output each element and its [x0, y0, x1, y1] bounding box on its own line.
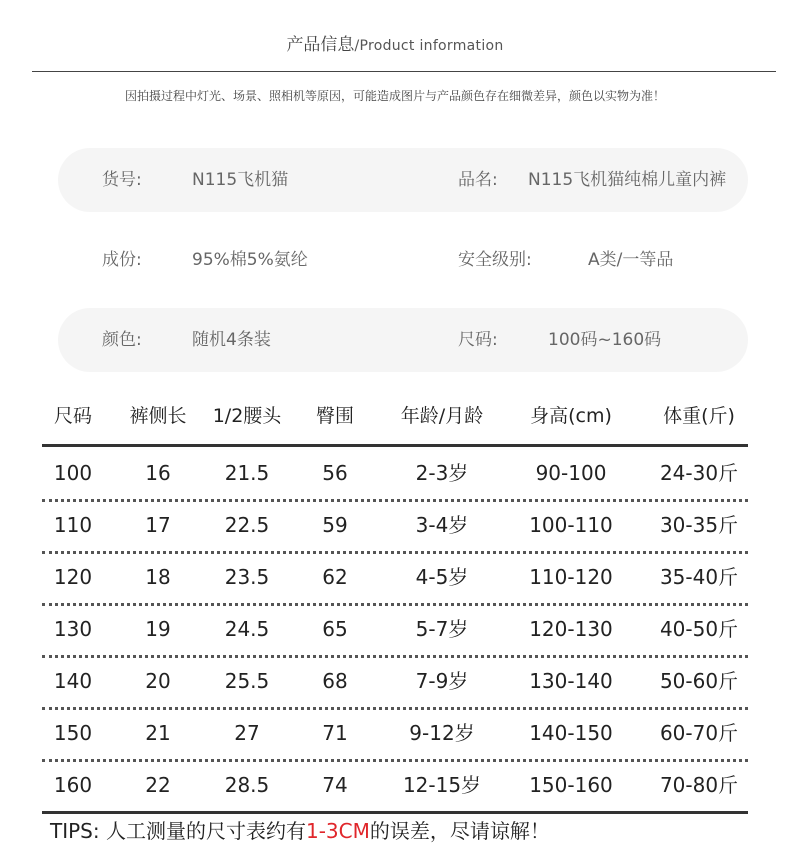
table-row	[42, 499, 748, 554]
size-value: 100码~160码	[548, 330, 662, 350]
cell-hip: 56	[322, 461, 348, 485]
color-value: 随机4条装	[192, 330, 271, 350]
info-row-color	[58, 308, 748, 372]
cell-side-length: 22	[145, 773, 171, 797]
cell-age: 2-3岁	[415, 461, 469, 485]
cell-height: 140-150	[529, 721, 613, 745]
size-label: 尺码:	[458, 330, 498, 350]
title-cn: 产品信息	[286, 35, 355, 55]
color-label: 颜色:	[102, 330, 142, 350]
table-row	[42, 707, 748, 762]
header-height: 身高(cm)	[530, 405, 612, 427]
cell-height: 130-140	[529, 669, 613, 693]
cell-height: 90-100	[535, 461, 607, 485]
title-divider	[32, 71, 776, 72]
safety-level-label: 安全级别:	[458, 250, 532, 270]
cell-weight: 40-50斤	[659, 617, 739, 641]
cell-height: 100-110	[529, 513, 613, 537]
table-row	[42, 603, 748, 658]
table-row	[42, 759, 748, 814]
cell-half-waist: 21.5	[224, 461, 270, 485]
composition-label: 成份:	[102, 250, 142, 270]
cell-half-waist: 25.5	[224, 669, 270, 693]
cell-size: 130	[53, 617, 93, 641]
cell-half-waist: 22.5	[224, 513, 270, 537]
item-number-label: 货号:	[102, 170, 142, 190]
cell-weight: 70-80斤	[659, 773, 739, 797]
cell-half-waist: 27	[234, 721, 260, 745]
table-row	[42, 655, 748, 710]
cell-weight: 35-40斤	[659, 565, 739, 589]
cell-age: 3-4岁	[415, 513, 469, 537]
cell-size: 140	[53, 669, 93, 693]
cell-side-length: 19	[145, 617, 171, 641]
cell-side-length: 21	[145, 721, 171, 745]
page-title	[0, 30, 790, 55]
table-header	[42, 388, 748, 447]
cell-hip: 71	[322, 721, 348, 745]
cell-size: 120	[53, 565, 93, 589]
cell-hip: 65	[322, 617, 348, 641]
cell-weight: 30-35斤	[659, 513, 739, 537]
cell-half-waist: 24.5	[224, 617, 270, 641]
cell-age: 7-9岁	[415, 669, 469, 693]
cell-size: 150	[53, 721, 93, 745]
product-name-label: 品名:	[458, 170, 498, 190]
cell-height: 110-120	[529, 565, 613, 589]
composition-value: 95%棉5%氨纶	[192, 250, 308, 270]
cell-hip: 59	[322, 513, 348, 537]
cell-weight: 50-60斤	[659, 669, 739, 693]
color-notice: 因拍摄过程中灯光、场景、照相机等原因，可能造成图片与产品颜色存在细微差异，颜色以实物为准！	[124, 89, 665, 103]
header-half-waist: 1/2腰头	[212, 405, 282, 427]
cell-height: 120-130	[529, 617, 613, 641]
cell-age: 9-12岁	[409, 721, 475, 745]
tips-highlight: 1-3CM	[305, 819, 370, 843]
table-row	[42, 551, 748, 606]
cell-hip: 62	[322, 565, 348, 589]
cell-hip: 74	[322, 773, 348, 797]
cell-half-waist: 28.5	[224, 773, 270, 797]
item-number-value: N115飞机猫	[192, 170, 289, 190]
cell-size: 110	[53, 513, 93, 537]
title-en: /Product information	[354, 38, 504, 54]
tips-prefix: TIPS: 人工测量的尺寸表约有	[50, 819, 306, 843]
cell-side-length: 16	[145, 461, 171, 485]
info-row-item-number	[58, 148, 748, 212]
cell-age: 12-15岁	[402, 773, 482, 797]
product-name-value: N115飞机猫纯棉儿童内裤	[528, 170, 727, 190]
info-row-composition	[58, 228, 748, 292]
cell-side-length: 17	[145, 513, 171, 537]
header-size: 尺码	[53, 405, 92, 427]
tips-note	[50, 815, 550, 844]
header-hip: 臀围	[315, 405, 354, 427]
cell-half-waist: 23.5	[224, 565, 270, 589]
cell-side-length: 18	[145, 565, 171, 589]
cell-weight: 60-70斤	[659, 721, 739, 745]
cell-age: 5-7岁	[415, 617, 469, 641]
cell-size: 100	[53, 461, 93, 485]
cell-side-length: 20	[145, 669, 171, 693]
cell-hip: 68	[322, 669, 348, 693]
cell-height: 150-160	[529, 773, 613, 797]
safety-level-value: A类/一等品	[588, 250, 674, 270]
tips-suffix: 的误差，尽请谅解！	[369, 819, 550, 843]
cell-weight: 24-30斤	[659, 461, 739, 485]
cell-age: 4-5岁	[415, 565, 469, 589]
header-side-length: 裤侧长	[129, 405, 187, 427]
header-age: 年龄/月龄	[400, 405, 484, 427]
cell-size: 160	[53, 773, 93, 797]
table-row	[42, 447, 748, 502]
header-weight: 体重(斤)	[663, 405, 735, 427]
